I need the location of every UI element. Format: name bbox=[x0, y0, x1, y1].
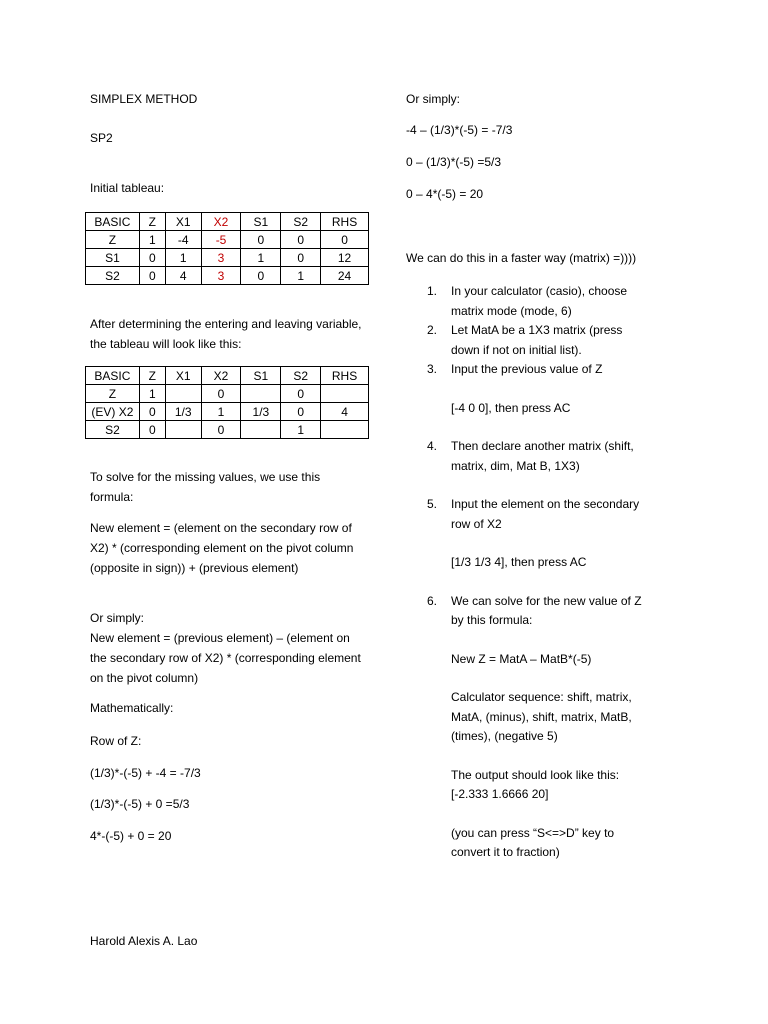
table-header-row bbox=[86, 367, 369, 385]
table-cell: 1/3 bbox=[165, 403, 201, 421]
step-number: 3. bbox=[427, 362, 438, 376]
list-item bbox=[406, 437, 646, 476]
table-cell: 0 bbox=[241, 231, 281, 249]
table-cell bbox=[241, 421, 281, 439]
initial-tableau bbox=[85, 212, 369, 285]
table-cell: 0 bbox=[139, 421, 165, 439]
table-cell: -4 bbox=[165, 231, 201, 249]
table-cell: 0 bbox=[139, 403, 165, 421]
table-row bbox=[86, 231, 369, 249]
step-detail: [1/3 1/3 4], then press AC bbox=[451, 555, 587, 569]
step-number: 5. bbox=[427, 497, 438, 511]
table-cell: (EV) X2 bbox=[86, 403, 140, 421]
table-cell: 0 bbox=[281, 249, 321, 267]
table-cell bbox=[165, 385, 201, 403]
step-text: In your calculator (casio), choose matrix mode (mode, 6) bbox=[451, 284, 628, 318]
initial-tableau-label: Initial tableau: bbox=[90, 181, 165, 195]
equation-2: (1/3)*-(-5) + 0 =5/3 bbox=[90, 797, 190, 811]
row-of-z-label: Row of Z: bbox=[90, 734, 142, 748]
header-cell: S1 bbox=[241, 213, 281, 231]
table-cell: 0 bbox=[139, 267, 165, 285]
list-item bbox=[406, 495, 646, 573]
table-cell: 1 bbox=[241, 249, 281, 267]
mathematically-label: Mathematically: bbox=[90, 701, 174, 715]
or-simply-label-right: Or simply: bbox=[406, 92, 460, 106]
table-cell: 24 bbox=[321, 267, 369, 285]
step-detail: The output should look like this: [-2.333 1.6666 20] bbox=[451, 767, 620, 801]
list-item bbox=[406, 592, 646, 863]
faster-way-text: We can do this in a faster way (matrix) =)))) bbox=[406, 251, 637, 265]
formula-simple-text: New element = (previous element) – (element on the secondary row of X2) * (corresponding element on the pivot column) bbox=[90, 631, 361, 685]
table-cell-pivot: -5 bbox=[201, 231, 241, 249]
header-cell: BASIC bbox=[86, 367, 140, 385]
table-cell bbox=[165, 421, 201, 439]
table-cell bbox=[241, 385, 281, 403]
document-title: SIMPLEX METHOD bbox=[90, 92, 198, 106]
table-cell: 1 bbox=[139, 385, 165, 403]
table-cell: 0 bbox=[281, 385, 321, 403]
table-cell-pivot: 3 bbox=[201, 267, 241, 285]
step-text: Then declare another matrix (shift, matrix, dim, Mat B, 1X3) bbox=[451, 439, 634, 473]
table-cell: 0 bbox=[201, 385, 241, 403]
table-cell: Z bbox=[86, 231, 140, 249]
header-cell: RHS bbox=[321, 213, 369, 231]
table-cell-pivot: 3 bbox=[201, 249, 241, 267]
step-detail: [-4 0 0], then press AC bbox=[451, 400, 571, 415]
table-row bbox=[86, 267, 369, 285]
step-detail: New Z = MatA – MatB*(-5) bbox=[451, 651, 592, 666]
table-cell: 1 bbox=[201, 403, 241, 421]
table-row bbox=[86, 385, 369, 403]
step-text: Input the previous value of Z bbox=[451, 362, 603, 376]
table-cell bbox=[321, 421, 369, 439]
right-equation-1: -4 – (1/3)*(-5) = -7/3 bbox=[406, 123, 513, 137]
problem-id: SP2 bbox=[90, 131, 113, 145]
table-row bbox=[86, 421, 369, 439]
header-cell: X1 bbox=[165, 213, 201, 231]
table-row bbox=[86, 403, 369, 421]
list-item bbox=[406, 360, 646, 418]
author-name: Harold Alexis A. Lao bbox=[90, 934, 198, 948]
step-number: 2. bbox=[427, 323, 438, 337]
table-cell: 0 bbox=[281, 403, 321, 421]
step-text: We can solve for the new value of Z by this formula: bbox=[451, 593, 642, 627]
header-cell: X2 bbox=[201, 367, 241, 385]
header-cell: BASIC bbox=[86, 213, 140, 231]
after-determining-text: After determining the entering and leaving variable, the tableau will look like this: bbox=[90, 317, 362, 351]
equation-1: (1/3)*-(-5) + -4 = -7/3 bbox=[90, 766, 201, 780]
table-cell: S2 bbox=[86, 267, 140, 285]
header-cell: X1 bbox=[165, 367, 201, 385]
table-cell: 0 bbox=[321, 231, 369, 249]
step-detail: (you can press “S<=>D” key to convert it to fraction) bbox=[451, 825, 615, 859]
table-cell bbox=[321, 385, 369, 403]
updated-tableau bbox=[85, 366, 369, 439]
table-cell: 1 bbox=[165, 249, 201, 267]
equation-3: 4*-(-5) + 0 = 20 bbox=[90, 829, 172, 843]
step-number: 6. bbox=[427, 593, 438, 608]
table-cell: 4 bbox=[321, 403, 369, 421]
step-text: Input the element on the secondary row of X2 bbox=[451, 497, 640, 531]
table-cell: 1 bbox=[281, 421, 321, 439]
header-cell: Z bbox=[139, 213, 165, 231]
table-cell: 1 bbox=[139, 231, 165, 249]
table-row bbox=[86, 249, 369, 267]
step-number: 1. bbox=[427, 284, 438, 298]
list-item bbox=[406, 321, 646, 360]
formula-text: New element = (element on the secondary row of X2) * (corresponding element on the pivot column (opposite in sign)) + (previous element) bbox=[90, 521, 354, 575]
table-header-row bbox=[86, 213, 369, 231]
header-cell: S1 bbox=[241, 367, 281, 385]
table-cell: S1 bbox=[86, 249, 140, 267]
table-cell: 0 bbox=[201, 421, 241, 439]
calculator-steps bbox=[406, 282, 646, 863]
step-detail: Calculator sequence: shift, matrix, MatA, (minus), shift, matrix, MatB, (times), (negative 5) bbox=[451, 690, 632, 743]
step-number: 4. bbox=[427, 439, 438, 453]
table-cell: 0 bbox=[139, 249, 165, 267]
header-cell: S2 bbox=[281, 213, 321, 231]
right-equation-2: 0 – (1/3)*(-5) =5/3 bbox=[406, 155, 502, 169]
table-cell: 4 bbox=[165, 267, 201, 285]
table-cell: S2 bbox=[86, 421, 140, 439]
step-text: Let MatA be a 1X3 matrix (press down if not on initial list). bbox=[451, 323, 623, 357]
header-cell: RHS bbox=[321, 367, 369, 385]
header-cell: S2 bbox=[281, 367, 321, 385]
table-cell: Z bbox=[86, 385, 140, 403]
solve-missing-text: To solve for the missing values, we use this formula: bbox=[90, 470, 321, 504]
list-item bbox=[406, 282, 646, 321]
table-cell: 1/3 bbox=[241, 403, 281, 421]
table-cell: 0 bbox=[281, 231, 321, 249]
table-cell: 1 bbox=[281, 267, 321, 285]
table-cell: 0 bbox=[241, 267, 281, 285]
table-cell: 12 bbox=[321, 249, 369, 267]
or-simply-label: Or simply: bbox=[90, 611, 144, 625]
header-cell-pivot: X2 bbox=[201, 213, 241, 231]
right-equation-3: 0 – 4*(-5) = 20 bbox=[406, 187, 484, 201]
header-cell: Z bbox=[139, 367, 165, 385]
